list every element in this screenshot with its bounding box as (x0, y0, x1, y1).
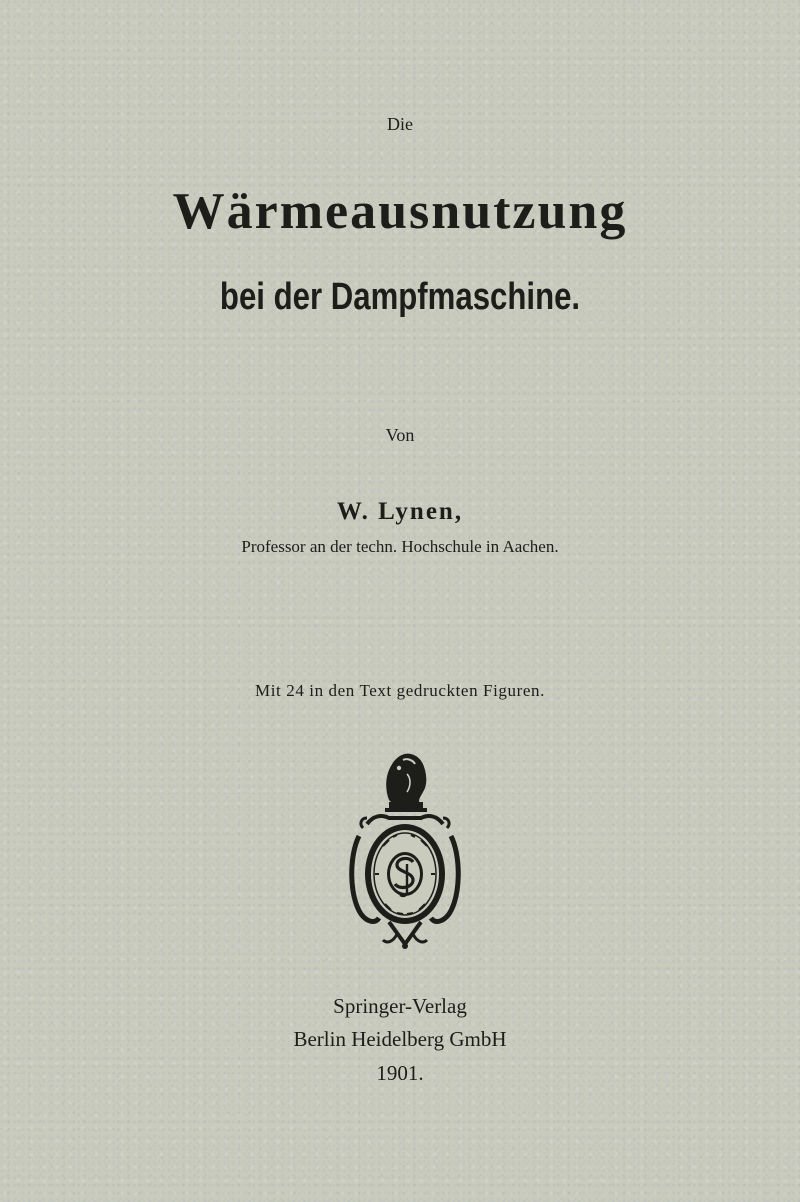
by-label: Von (385, 425, 415, 445)
figures-note: Mit 24 in den Text gedruckten Figuren. (255, 681, 545, 700)
publication-year: 1901. (376, 1061, 424, 1085)
publisher-name: Springer-Verlag (333, 994, 467, 1018)
book-subtitle: bei der Dampfmaschine. (219, 276, 581, 318)
author-affiliation: Professor an der techn. Hochschule in Aachen. (241, 537, 559, 556)
author-name: W. Lynen, (336, 498, 464, 525)
book-title: Wärmeausnutzung (172, 183, 628, 240)
springer-knight-emblem-icon (345, 746, 465, 951)
publisher-city: Berlin Heidelberg GmbH (293, 1027, 507, 1051)
title-article: Die (387, 114, 413, 134)
